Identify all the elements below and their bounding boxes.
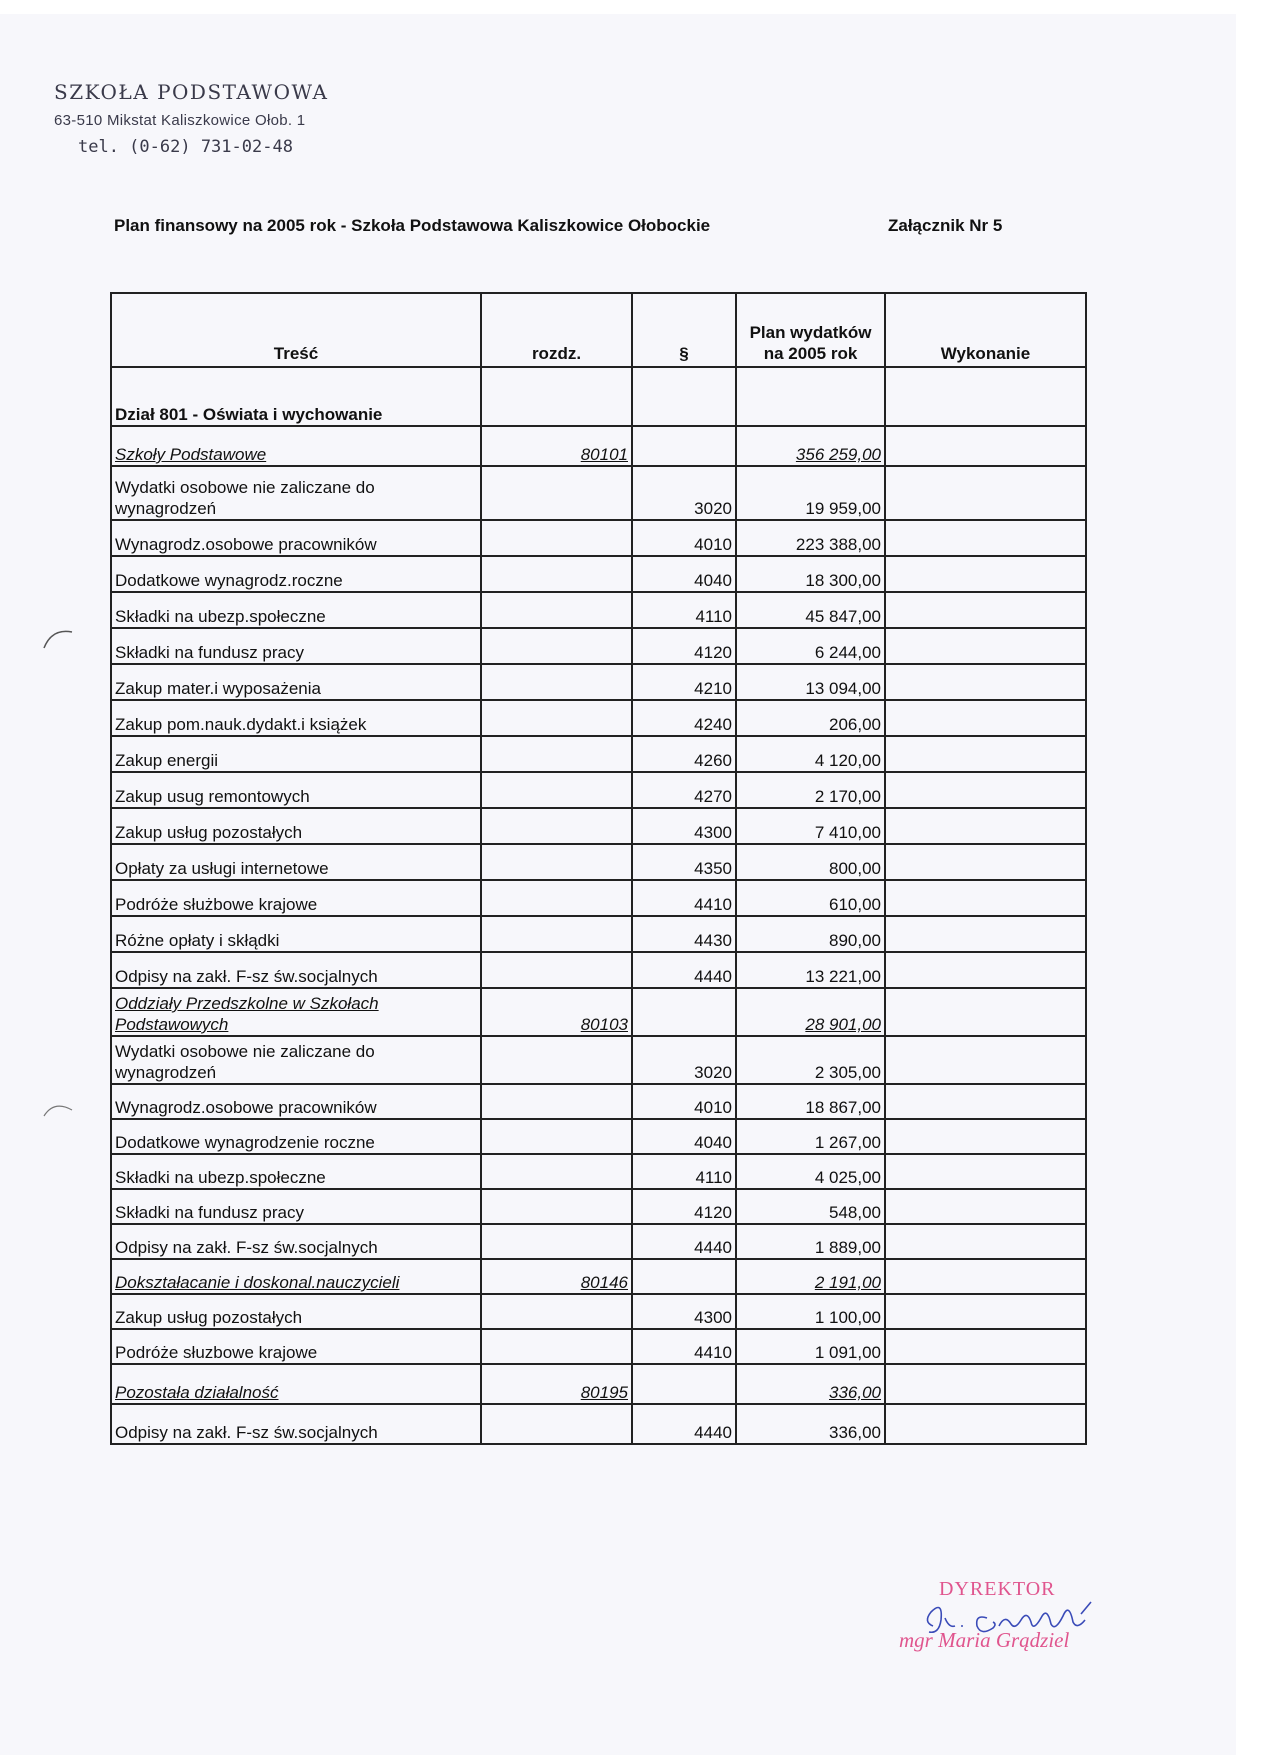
cell-paragraph: 4270 <box>632 772 736 808</box>
cell-paragraph: 4410 <box>632 1329 736 1364</box>
table-row <box>111 1294 1086 1329</box>
cell-rozdz: 80103 <box>481 988 632 1036</box>
header-paragraph: § <box>632 293 736 367</box>
cell-plan: 610,00 <box>736 880 885 916</box>
cell-plan: 4 025,00 <box>736 1154 885 1189</box>
cell-tresc: Dodatkowe wynagrodz.roczne <box>111 556 481 592</box>
cell-tresc: Wynagrodz.osobowe pracowników <box>111 1084 481 1119</box>
cell-plan: 7 410,00 <box>736 808 885 844</box>
cell-wykonanie <box>885 1189 1086 1224</box>
cell-rozdz <box>481 808 632 844</box>
cell-wykonanie <box>885 988 1086 1036</box>
cell-paragraph: 4110 <box>632 592 736 628</box>
cell-rozdz <box>481 1329 632 1364</box>
table-row <box>111 1154 1086 1189</box>
cell-paragraph: 4210 <box>632 664 736 700</box>
cell-tresc: Szkoły Podstawowe <box>111 426 481 466</box>
cell-wykonanie <box>885 1404 1086 1444</box>
cell-tresc: Oddziały Przedszkolne w Szkołach Podstawowych <box>111 988 481 1036</box>
cell-paragraph: 4110 <box>632 1154 736 1189</box>
table-row <box>111 700 1086 736</box>
cell-tresc: Składki na fundusz pracy <box>111 1189 481 1224</box>
cell-tresc: Zakup usug remontowych <box>111 772 481 808</box>
cell-tresc: Różne opłaty i skłądki <box>111 916 481 952</box>
cell-rozdz <box>481 466 632 520</box>
cell-paragraph <box>632 1364 736 1404</box>
cell-rozdz <box>481 1224 632 1259</box>
cell-plan: 4 120,00 <box>736 736 885 772</box>
document-title: Plan finansowy na 2005 rok - Szkoła Podstawowa Kaliszkowice Ołobockie <box>114 216 711 235</box>
cell-plan: 800,00 <box>736 844 885 880</box>
cell-paragraph: 4120 <box>632 1189 736 1224</box>
cell-rozdz: 80101 <box>481 426 632 466</box>
cell-rozdz <box>481 880 632 916</box>
director-signature-stamp <box>895 1578 1125 1663</box>
cell-tresc: Składki na ubezp.społeczne <box>111 1154 481 1189</box>
table-row <box>111 1329 1086 1364</box>
cell-tresc: Dział 801 - Oświata i wychowanie <box>111 367 481 426</box>
cell-tresc: Dodatkowe wynagrodzenie roczne <box>111 1119 481 1154</box>
cell-wykonanie <box>885 1224 1086 1259</box>
cell-rozdz <box>481 556 632 592</box>
cell-plan: 2 191,00 <box>736 1259 885 1294</box>
cell-wykonanie <box>885 466 1086 520</box>
cell-rozdz: 80195 <box>481 1364 632 1404</box>
cell-paragraph: 3020 <box>632 1036 736 1084</box>
punch-hole-mark-bottom <box>38 1096 78 1126</box>
financial-plan-table <box>110 292 1087 1445</box>
school-stamp <box>54 80 329 157</box>
cell-plan <box>736 367 885 426</box>
cell-wykonanie <box>885 592 1086 628</box>
table-row <box>111 1364 1086 1404</box>
cell-paragraph: 4010 <box>632 520 736 556</box>
cell-wykonanie <box>885 808 1086 844</box>
cell-plan: 19 959,00 <box>736 466 885 520</box>
cell-paragraph: 4120 <box>632 628 736 664</box>
table-row <box>111 664 1086 700</box>
table-row <box>111 808 1086 844</box>
cell-tresc: Opłaty za usługi internetowe <box>111 844 481 880</box>
cell-plan: 13 094,00 <box>736 664 885 700</box>
cell-paragraph: 4410 <box>632 880 736 916</box>
table-row <box>111 1084 1086 1119</box>
cell-plan: 18 300,00 <box>736 556 885 592</box>
table-row <box>111 1404 1086 1444</box>
cell-rozdz <box>481 1189 632 1224</box>
cell-plan: 1 889,00 <box>736 1224 885 1259</box>
signature-name: mgr Maria Grądziel <box>899 1628 1070 1652</box>
table-header-row <box>111 293 1086 367</box>
cell-rozdz <box>481 700 632 736</box>
cell-rozdz <box>481 1119 632 1154</box>
table-row <box>111 520 1086 556</box>
cell-paragraph <box>632 367 736 426</box>
table-row <box>111 367 1086 426</box>
cell-rozdz <box>481 1036 632 1084</box>
cell-tresc: Odpisy na zakł. F-sz św.socjalnych <box>111 1404 481 1444</box>
cell-rozdz <box>481 844 632 880</box>
cell-tresc: Odpisy na zakł. F-sz św.socjalnych <box>111 952 481 988</box>
header-rozdz: rozdz. <box>481 293 632 367</box>
cell-tresc: Wynagrodz.osobowe pracowników <box>111 520 481 556</box>
cell-plan: 2 170,00 <box>736 772 885 808</box>
cell-wykonanie <box>885 1259 1086 1294</box>
cell-paragraph: 4430 <box>632 916 736 952</box>
cell-tresc: Składki na fundusz pracy <box>111 628 481 664</box>
cell-plan: 548,00 <box>736 1189 885 1224</box>
cell-rozdz: 80146 <box>481 1259 632 1294</box>
cell-rozdz <box>481 1404 632 1444</box>
header-wykonanie: Wykonanie <box>885 293 1086 367</box>
cell-plan: 1 267,00 <box>736 1119 885 1154</box>
cell-plan: 223 388,00 <box>736 520 885 556</box>
cell-wykonanie <box>885 367 1086 426</box>
cell-wykonanie <box>885 952 1086 988</box>
cell-plan: 356 259,00 <box>736 426 885 466</box>
cell-paragraph: 4440 <box>632 1224 736 1259</box>
cell-wykonanie <box>885 700 1086 736</box>
table-row <box>111 1259 1086 1294</box>
table-row <box>111 916 1086 952</box>
cell-wykonanie <box>885 664 1086 700</box>
punch-hole-mark-top <box>38 622 78 652</box>
annex-number: Załącznik Nr 5 <box>888 216 1003 235</box>
cell-tresc: Wydatki osobowe nie zaliczane do wynagrodzeń <box>111 1036 481 1084</box>
cell-paragraph: 4040 <box>632 556 736 592</box>
cell-paragraph: 4350 <box>632 844 736 880</box>
cell-tresc: Zakup pom.nauk.dydakt.i książek <box>111 700 481 736</box>
cell-paragraph: 4300 <box>632 808 736 844</box>
table-row <box>111 628 1086 664</box>
cell-paragraph <box>632 426 736 466</box>
table-row <box>111 952 1086 988</box>
cell-tresc: Wydatki osobowe nie zaliczane do wynagrodzeń <box>111 466 481 520</box>
cell-rozdz <box>481 664 632 700</box>
cell-plan: 890,00 <box>736 916 885 952</box>
cell-paragraph: 4240 <box>632 700 736 736</box>
cell-wykonanie <box>885 1294 1086 1329</box>
cell-plan: 28 901,00 <box>736 988 885 1036</box>
table-row <box>111 592 1086 628</box>
cell-plan: 2 305,00 <box>736 1036 885 1084</box>
cell-rozdz <box>481 1084 632 1119</box>
table-row <box>111 736 1086 772</box>
cell-wykonanie <box>885 556 1086 592</box>
table-row <box>111 772 1086 808</box>
cell-wykonanie <box>885 1329 1086 1364</box>
cell-paragraph <box>632 988 736 1036</box>
cell-plan: 206,00 <box>736 700 885 736</box>
cell-rozdz <box>481 736 632 772</box>
cell-rozdz <box>481 772 632 808</box>
cell-tresc: Podróże słuzbowe krajowe <box>111 1329 481 1364</box>
cell-wykonanie <box>885 1364 1086 1404</box>
cell-wykonanie <box>885 736 1086 772</box>
cell-rozdz <box>481 628 632 664</box>
cell-rozdz <box>481 916 632 952</box>
cell-wykonanie <box>885 1084 1086 1119</box>
cell-wykonanie <box>885 916 1086 952</box>
table-row <box>111 426 1086 466</box>
cell-tresc: Zakup mater.i wyposażenia <box>111 664 481 700</box>
cell-wykonanie <box>885 628 1086 664</box>
table-row <box>111 1224 1086 1259</box>
cell-plan: 18 867,00 <box>736 1084 885 1119</box>
stamp-school-name: SZKOŁA PODSTAWOWA <box>54 80 329 104</box>
table-row <box>111 1036 1086 1084</box>
table-row <box>111 556 1086 592</box>
cell-wykonanie <box>885 772 1086 808</box>
cell-tresc: Dokształacanie i doskonal.nauczycieli <box>111 1259 481 1294</box>
table-row <box>111 1119 1086 1154</box>
table-row <box>111 1189 1086 1224</box>
stamp-address: 63-510 Mikstat Kaliszkowice Ołob. 1 <box>54 112 306 129</box>
header-tresc: Treść <box>111 293 481 367</box>
cell-rozdz <box>481 952 632 988</box>
cell-wykonanie <box>885 844 1086 880</box>
cell-paragraph: 4260 <box>632 736 736 772</box>
cell-tresc: Zakup usług pozostałych <box>111 808 481 844</box>
cell-plan: 336,00 <box>736 1364 885 1404</box>
cell-wykonanie <box>885 880 1086 916</box>
cell-wykonanie <box>885 520 1086 556</box>
cell-plan: 1 091,00 <box>736 1329 885 1364</box>
cell-wykonanie <box>885 426 1086 466</box>
stamp-phone: tel. (0-62) 731-02-48 <box>78 137 293 157</box>
cell-wykonanie <box>885 1036 1086 1084</box>
table-row <box>111 988 1086 1036</box>
cell-rozdz <box>481 1154 632 1189</box>
table-row <box>111 880 1086 916</box>
cell-wykonanie <box>885 1119 1086 1154</box>
cell-paragraph: 4010 <box>632 1084 736 1119</box>
header-plan: Plan wydatków na 2005 rok <box>736 293 885 367</box>
cell-paragraph <box>632 1259 736 1294</box>
cell-paragraph: 4040 <box>632 1119 736 1154</box>
cell-plan: 45 847,00 <box>736 592 885 628</box>
cell-paragraph: 4300 <box>632 1294 736 1329</box>
cell-plan: 336,00 <box>736 1404 885 1444</box>
cell-plan: 6 244,00 <box>736 628 885 664</box>
cell-plan: 1 100,00 <box>736 1294 885 1329</box>
cell-rozdz <box>481 1294 632 1329</box>
table-row <box>111 844 1086 880</box>
cell-paragraph: 4440 <box>632 952 736 988</box>
cell-wykonanie <box>885 1154 1086 1189</box>
cell-rozdz <box>481 520 632 556</box>
cell-rozdz <box>481 367 632 426</box>
cell-tresc: Odpisy na zakł. F-sz św.socjalnych <box>111 1224 481 1259</box>
cell-paragraph: 4440 <box>632 1404 736 1444</box>
cell-tresc: Zakup usług pozostałych <box>111 1294 481 1329</box>
signature-title: DYREKTOR <box>939 1578 1056 1600</box>
cell-plan: 13 221,00 <box>736 952 885 988</box>
cell-tresc: Podróże służbowe krajowe <box>111 880 481 916</box>
cell-rozdz <box>481 592 632 628</box>
cell-tresc: Zakup energii <box>111 736 481 772</box>
cell-paragraph: 3020 <box>632 466 736 520</box>
cell-tresc: Składki na ubezp.społeczne <box>111 592 481 628</box>
cell-tresc: Pozostała działalność <box>111 1364 481 1404</box>
table-row <box>111 466 1086 520</box>
